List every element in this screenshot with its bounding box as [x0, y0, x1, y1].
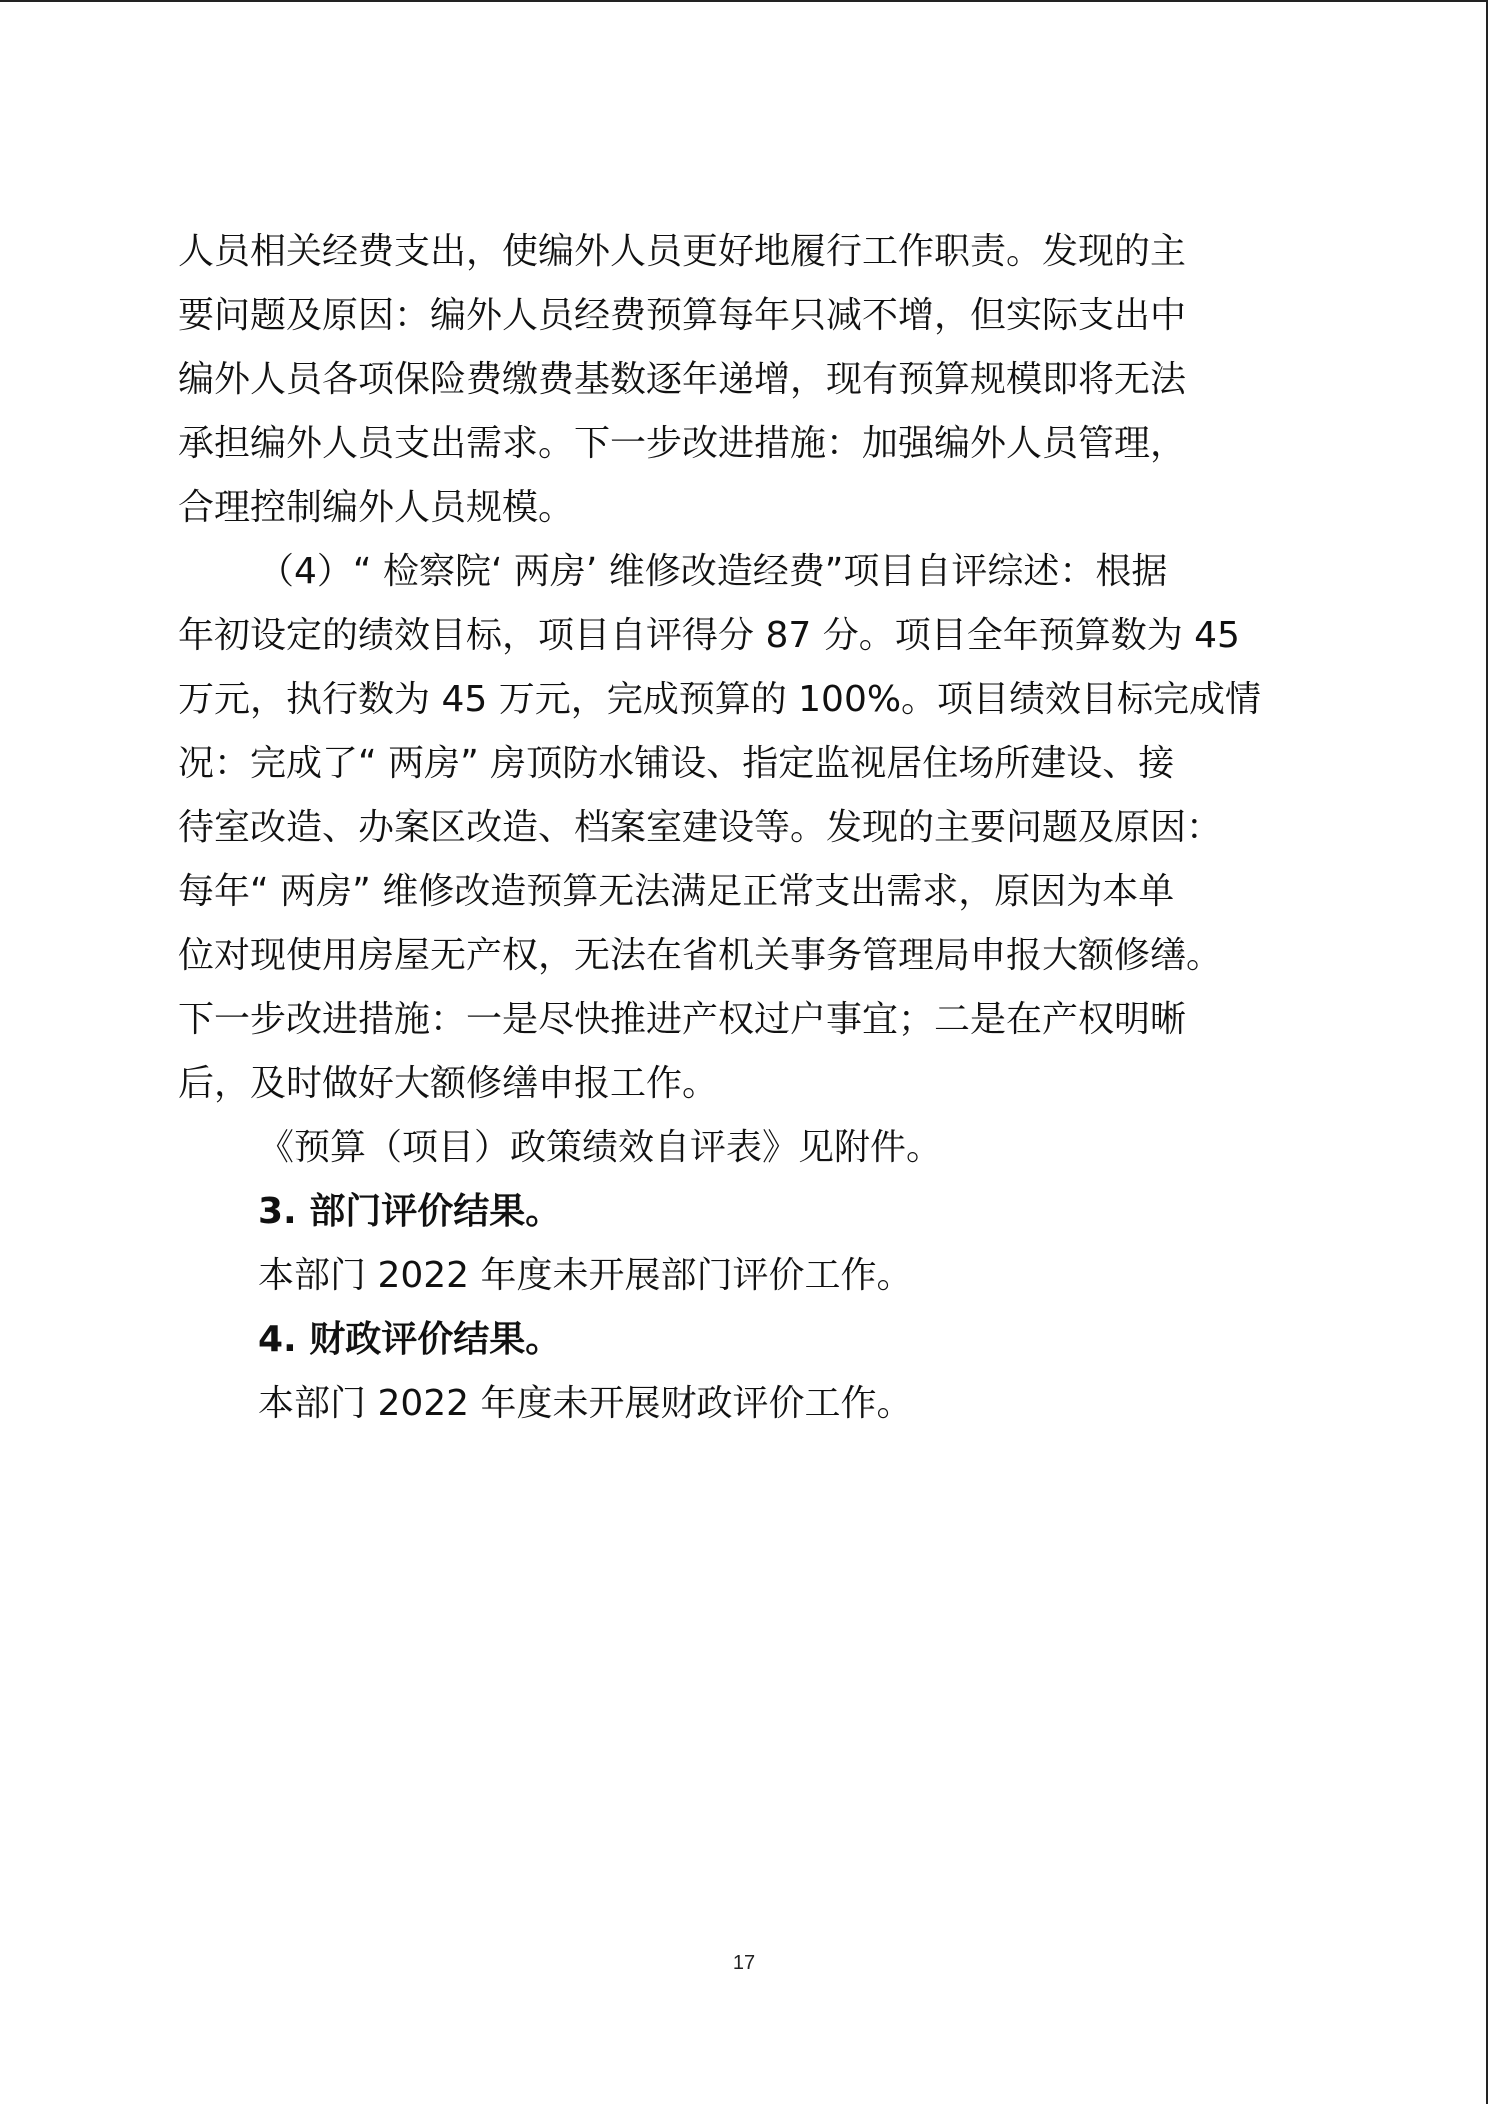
- text-line: 承担编外人员支出需求。下一步改进措施：加强编外人员管理，: [178, 423, 1187, 464]
- attachment-note: 《预算（项目）政策绩效自评表》见附件。: [258, 1127, 943, 1168]
- text-line: 后，及时做好大额修缮申报工作。: [178, 1063, 719, 1104]
- text-line: （4）“ 检察院‘ 两房’ 维修改造经费”项目自评综述：根据: [258, 551, 1168, 592]
- text-line: 下一步改进措施：一是尽快推进产权过户事宜；二是在产权明晰: [178, 999, 1187, 1040]
- text-line: 待室改造、办案区改造、档案室建设等。发现的主要问题及原因：: [178, 807, 1223, 848]
- page-number: 17: [732, 1952, 756, 1974]
- text-line: 万元，执行数为 45 万元，完成预算的 100%。项目绩效目标完成情: [178, 679, 1262, 720]
- section-heading-department-evaluation: 3. 部门评价结果。: [258, 1191, 562, 1232]
- page-top-border: [0, 0, 1488, 2]
- document-body: [178, 220, 1318, 1436]
- text-line: 编外人员各项保险费缴费基数逐年递增，现有预算规模即将无法: [178, 359, 1187, 400]
- paragraph-two-houses-project: [178, 540, 1318, 1116]
- paragraph-staff-expenses: [178, 220, 1318, 540]
- text-line: 要问题及原因：编外人员经费预算每年只减不增，但实际支出中: [178, 295, 1187, 336]
- text-line: 人员相关经费支出，使编外人员更好地履行工作职责。发现的主: [178, 231, 1187, 272]
- text-line: 况：完成了“ 两房” 房顶防水铺设、指定监视居住场所建设、接: [178, 743, 1175, 784]
- section-heading-finance-evaluation: 4. 财政评价结果。: [258, 1319, 562, 1360]
- text-line: 合理控制编外人员规模。: [178, 487, 575, 528]
- section-text-department-evaluation: 本部门 2022 年度未开展部门评价工作。: [258, 1255, 913, 1296]
- text-line: 每年“ 两房” 维修改造预算无法满足正常支出需求，原因为本单: [178, 871, 1175, 912]
- text-line: 位对现使用房屋无产权，无法在省机关事务管理局申报大额修缮。: [178, 935, 1223, 976]
- text-line: 年初设定的绩效目标，项目自评得分 87 分。项目全年预算数为 45: [178, 615, 1240, 656]
- section-text-finance-evaluation: 本部门 2022 年度未开展财政评价工作。: [258, 1383, 913, 1424]
